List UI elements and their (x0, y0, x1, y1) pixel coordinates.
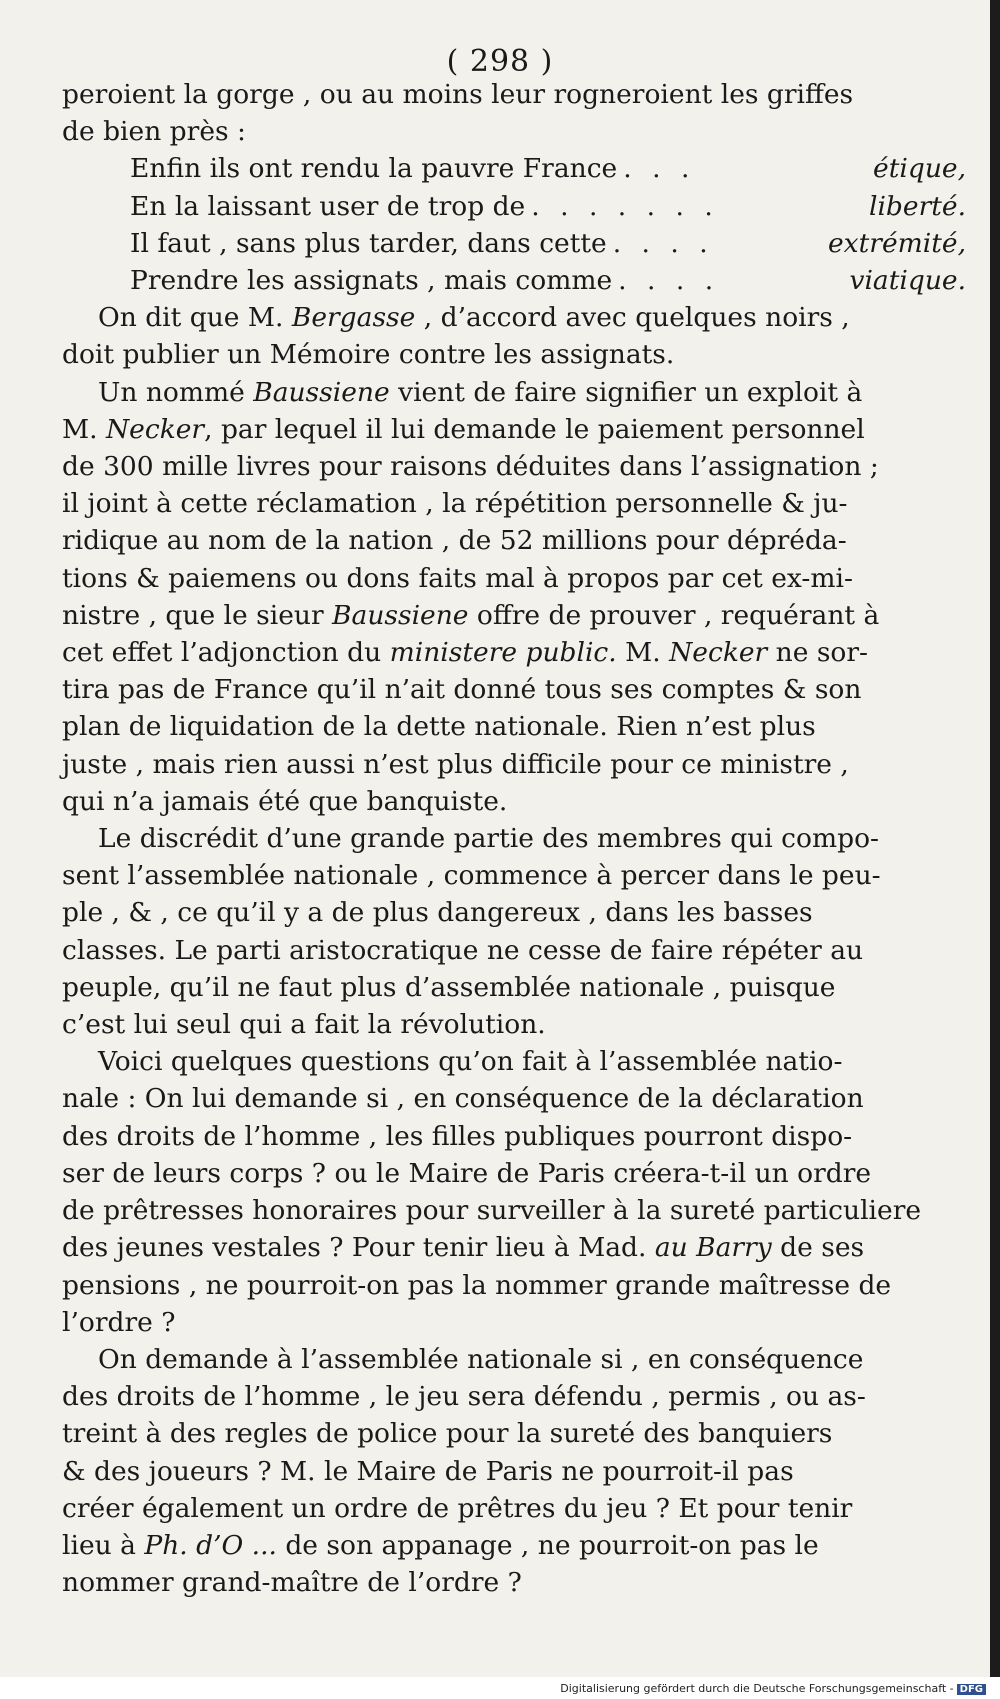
verse-block (62, 150, 966, 299)
paragraph-2-line: il joint à cette réclamation , la répétition personnelle & ju- (62, 488, 848, 520)
paragraph-4-line: des droits de l’homme , les filles publiques pourront dispo- (62, 1120, 853, 1152)
verse-leader: . . . . (612, 227, 714, 259)
verse-leader: . . . . . . . (531, 190, 719, 222)
paragraph-4-line: ser de leurs corps ? ou le Maire de Paris créera-t-il un ordre (62, 1157, 872, 1189)
verse-text: Enfin ils ont rendu la pauvre France (130, 153, 618, 185)
paragraph-5-line: & des joueurs ? M. le Maire de Paris ne pourroit-il pas (62, 1455, 794, 1487)
paragraph-3-line: classes. Le parti aristocratique ne cesse de faire répéter au (62, 934, 864, 966)
paragraph-5-line: des droits de l’homme , le jeu sera défendu , permis , ou as- (62, 1381, 866, 1413)
paragraph-2-line: Un nommé Baussiene vient de faire signifier un exploit à (98, 376, 863, 408)
intro-line-1: peroient la gorge , ou au moins leur rogneroient les griffes (62, 79, 854, 110)
verse-line (130, 150, 966, 187)
paragraph-3-line: sent l’assemblée nationale , commence à percer dans le peu- (62, 860, 881, 892)
paragraph-5-line: nommer grand-maître de l’ordre ? (62, 1567, 522, 1599)
verse-rhyme: étique, (873, 153, 966, 185)
paragraph-4-line: pensions , ne pourroit-on pas la nommer grande maîtresse de (62, 1269, 892, 1301)
paragraph-5-line: On demande à l’assemblée nationale si , en conséquence (98, 1343, 864, 1375)
paragraph-2-line: juste , mais rien aussi n’est plus difficile pour ce ministre , (62, 748, 849, 780)
paragraph-2-line: M. Necker, par lequel il lui demande le paiement personnel (62, 413, 865, 445)
verse-line (130, 225, 966, 262)
verse-rhyme: extrémité, (828, 227, 966, 259)
paragraph-2-line: cet effet l’adjonction du ministere public. M. Necker ne sor- (62, 637, 869, 669)
paragraph-5-line: lieu à Ph. d’O ... de son appanage , ne pourroit-on pas le (62, 1529, 819, 1561)
page-number: ( 298 ) (446, 44, 554, 79)
verse-rhyme: liberté. (868, 190, 966, 222)
verse-line (130, 262, 966, 299)
paragraph-1-line: doit publier un Mémoire contre les assignats. (62, 339, 675, 371)
paragraph-2-line: plan de liquidation de la dette nationale. Rien n’est plus (62, 711, 816, 743)
verse-line (130, 188, 966, 225)
credit-text: Digitalisierung gefördert durch die Deutsche Forschungsgemeinschaft - (560, 1682, 954, 1695)
paragraph-5-line: treint à des regles de police pour la sureté des banquiers (62, 1418, 833, 1450)
paragraph-4-line: des jeunes vestales ? Pour tenir lieu à Mad. au Barry de ses (62, 1232, 865, 1264)
paragraph-2-line: qui n’a jamais été que banquiste. (62, 785, 508, 817)
paragraph-2-line: de 300 mille livres pour raisons déduites dans l’assignation ; (62, 451, 879, 483)
paragraph-5-line: créer également un ordre de prêtres du jeu ? Et pour tenir (62, 1492, 853, 1524)
page-edge-shadow (990, 0, 1000, 1699)
verse-text: En la laissant user de trop de (130, 190, 526, 222)
verse-leader: . . . . (618, 265, 720, 297)
paragraph-4-line: de prêtresses honoraires pour surveiller à la sureté particuliere (62, 1195, 922, 1227)
verse-leader: . . . (623, 153, 696, 185)
paragraph-2-line: tions & paiemens ou dons faits mal à propos par cet ex-mi- (62, 562, 853, 594)
paragraph-2-line: nistre , que le sieur Baussiene offre de prouver , requérant à (62, 599, 880, 631)
paragraph-3-line: c’est lui seul qui a fait la révolution. (62, 1009, 546, 1041)
paragraph-2-line: tira pas de France qu’il n’ait donné tous ses comptes & son (62, 674, 862, 706)
page-text (62, 76, 966, 1601)
verse-text: Il faut , sans plus tarder, dans cette (130, 227, 607, 259)
digitization-credit (560, 1682, 986, 1695)
intro-line-2: de bien près : (62, 116, 246, 148)
paragraph-3-line: peuple, qu’il ne faut plus d’assemblée nationale , puisque (62, 971, 836, 1003)
paragraph-3-line: ple , & , ce qu’il y a de plus dangereux , dans les basses (62, 897, 813, 929)
paragraph-4-line: nale : On lui demande si , en conséquence de la déclaration (62, 1083, 864, 1115)
dfg-logo: DFG (957, 1684, 986, 1695)
verse-text: Prendre les assignats , mais comme (130, 265, 613, 297)
verse-rhyme: viatique. (849, 265, 966, 297)
paragraph-3-line: Le discrédit d’une grande partie des membres qui compo- (98, 823, 879, 855)
paragraph-4-line: Voici quelques questions qu’on fait à l’assemblée natio- (98, 1046, 843, 1078)
paragraph-4-line: l’ordre ? (62, 1306, 176, 1338)
paragraph-1-line: On dit que M. Bergasse , d’accord avec quelques noirs , (98, 302, 850, 334)
paragraph-2-line: ridique au nom de la nation , de 52 millions pour déprédа- (62, 525, 847, 557)
